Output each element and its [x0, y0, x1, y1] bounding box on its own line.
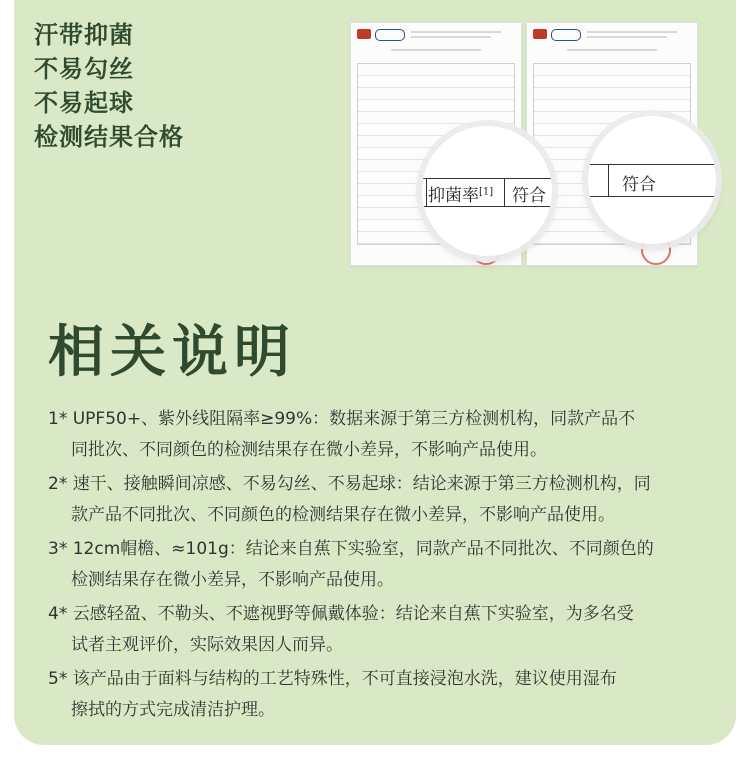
note-line-1: UPF50+、紫外线阻隔率≥99%：数据来源于第三方检测机构，同款产品不: [72, 409, 636, 429]
feature-claims: [34, 18, 184, 154]
cnas-logo-icon: [551, 29, 581, 41]
cnas-logo-icon: [375, 29, 405, 41]
note-line-2: 擦拭的方式完成清洁护理。: [71, 700, 275, 720]
note-item: [48, 534, 710, 596]
note-number: 5*: [48, 669, 68, 689]
note-item: [48, 599, 710, 661]
note-line-2: 检测结果存在微小差异，不影响产品使用。: [71, 570, 394, 590]
note-item: [48, 469, 710, 531]
note-number: 3*: [48, 539, 68, 559]
ma-logo-icon: [357, 29, 371, 39]
note-line-1: 该产品由于面料与结构的工艺特殊性，不可直接浸泡水洗，建议使用湿布: [72, 669, 617, 689]
claim-antibacterial: 汗带抑菌: [34, 21, 134, 49]
ma-logo-icon: [533, 29, 547, 39]
notes-list: [48, 404, 710, 729]
magnifier-left: [422, 126, 552, 256]
note-line-1: 12cm帽檐、≈101g：结论来自蕉下实验室，同款产品不同批次、不同颜色的: [72, 539, 654, 559]
magnified-label: 抑菌率: [428, 186, 479, 206]
note-item: [48, 404, 710, 466]
claim-no-pilling: 不易起球: [34, 89, 134, 117]
note-line-1: 速干、接触瞬间凉感、不易勾丝、不易起球：结论来源于第三方检测机构，同: [72, 474, 651, 494]
note-item: [48, 664, 710, 726]
note-line-2: 试者主观评价，实际效果因人而异。: [71, 635, 343, 655]
note-line-2: 同批次、不同颜色的检测结果存在微小差异，不影响产品使用。: [71, 440, 547, 460]
magnifier-right: [588, 116, 716, 244]
claim-test-passed: 检测结果合格: [34, 123, 184, 151]
magnified-footnote: [1]: [479, 186, 494, 198]
note-number: 4*: [48, 604, 68, 624]
magnified-result-right: 符合: [622, 175, 656, 195]
note-number: 2*: [48, 474, 68, 494]
note-number: 1*: [48, 409, 68, 429]
section-heading: 相关说明: [48, 320, 296, 385]
note-line-1: 云感轻盈、不勒头、不遮视野等佩戴体验：结论来自蕉下实验室，为多名受: [72, 604, 634, 624]
note-line-2: 款产品不同批次、不同颜色的检测结果存在微小差异，不影响产品使用。: [71, 505, 615, 525]
magnified-result-left: 符合: [512, 186, 546, 206]
claim-no-snag: 不易勾丝: [34, 55, 134, 83]
